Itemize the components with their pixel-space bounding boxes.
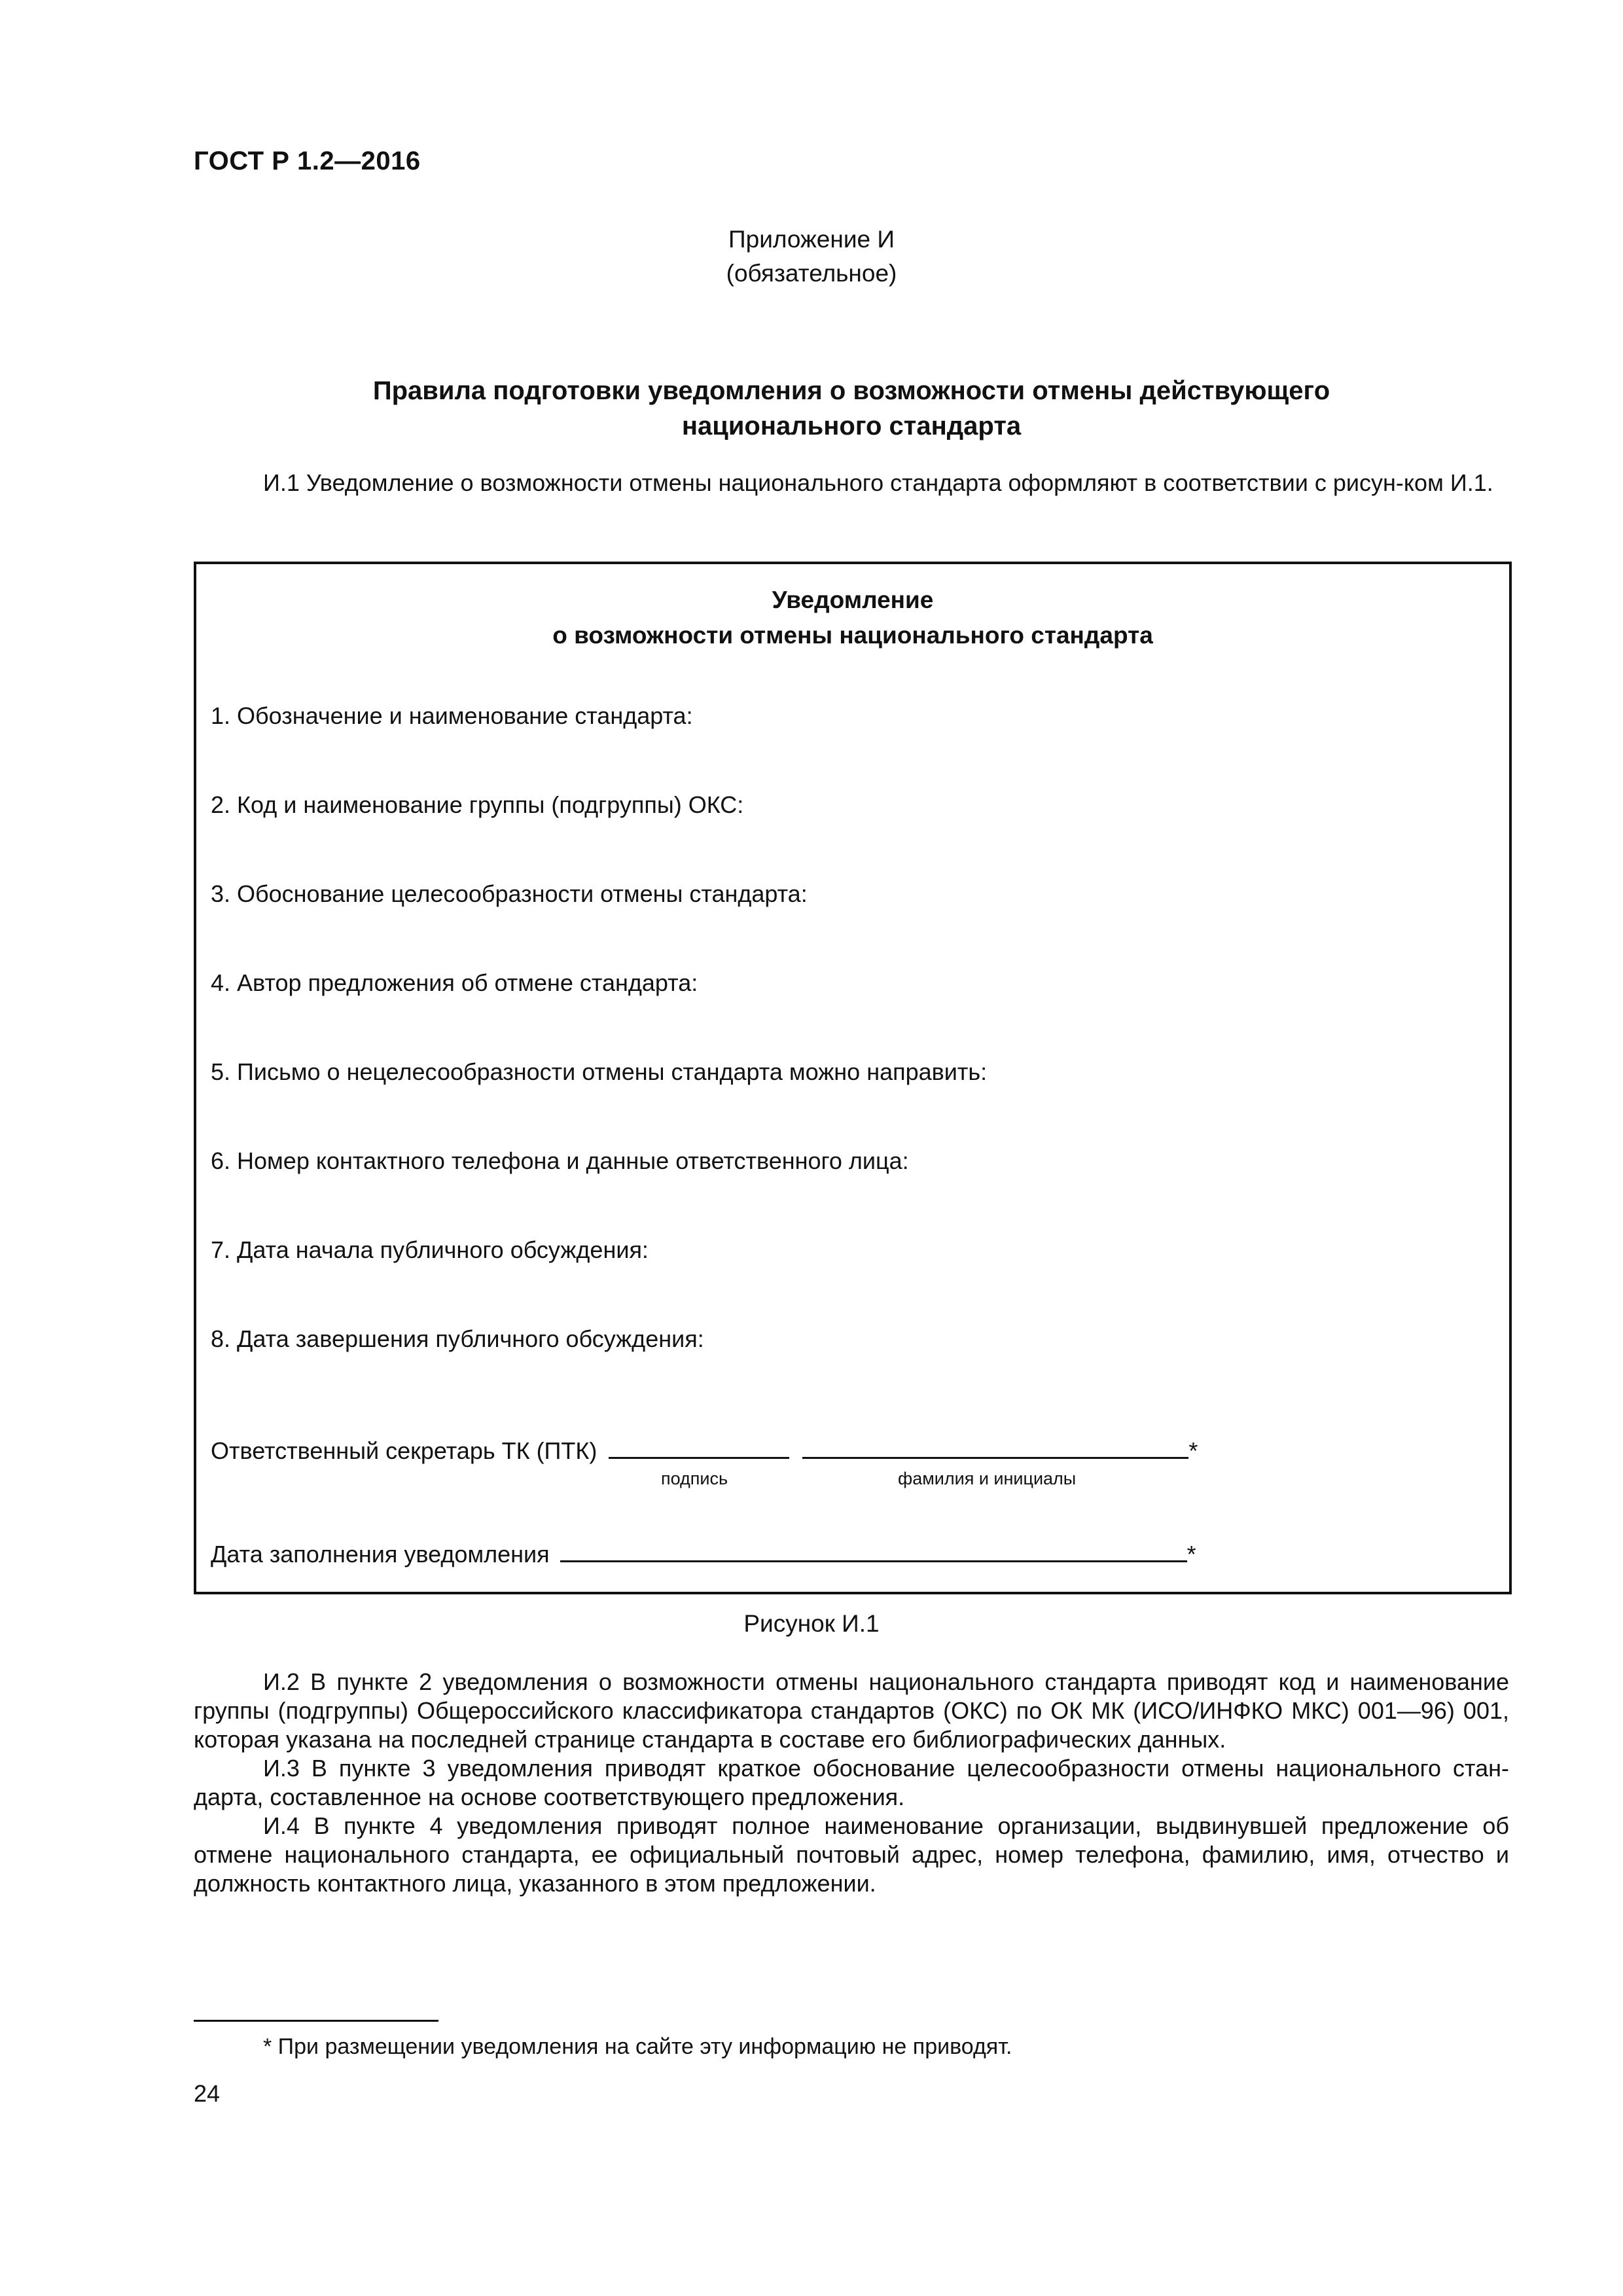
date-asterisk: * <box>1186 1541 1196 1568</box>
page-number: 24 <box>194 2080 221 2107</box>
paragraph-2-text: И.2 В пункте 2 уведомления о возможности отмены национального стандарта приводят код и наименование группы (подгруппы) Общероссийского классификатора стандартов (ОКС) по ОК МК (ИСО/ИНФКО МКС) 001—96) 001, которая указана на последней странице стандарта в составе его библиографических данных. <box>194 1668 1509 1753</box>
form-field-2: 2. Код и наименование группы (подгруппы) ОКС: <box>211 791 744 818</box>
document-code: ГОСТ Р 1.2—2016 <box>194 147 421 175</box>
name-caption: фамилия и инициалы <box>898 1469 1077 1488</box>
paragraph-4 <box>194 1812 1509 1898</box>
signature-caption: подпись <box>661 1469 728 1488</box>
form-title-line2: о возможности отмены национального стандарта <box>552 622 1153 649</box>
secretary-asterisk: * <box>1188 1437 1198 1464</box>
form-field-8: 8. Дата завершения публичного обсуждения: <box>211 1325 704 1352</box>
paragraph-2 <box>194 1668 1509 1754</box>
secretary-signature-row <box>211 1435 1198 1465</box>
form-field-1: 1. Обозначение и наименование стандарта: <box>211 702 693 729</box>
form-field-6: 6. Номер контактного телефона и данные ответственного лица: <box>211 1147 909 1174</box>
figure-caption: Рисунок И.1 <box>743 1610 880 1637</box>
form-title <box>196 583 1509 653</box>
paragraph-3-text: И.3 В пункте 3 уведомления приводят краткое обоснование целесообразности отмены национального стан-дарта, составленное на основе соответствующего предложения. <box>194 1755 1509 1810</box>
fill-date-label: Дата заполнения уведомления <box>211 1541 550 1568</box>
paragraph-1-text: И.1 Уведомление о возможности отмены национального стандарта оформляют в соответствии с рисун-ком И.1. <box>263 469 1493 496</box>
form-field-4: 4. Автор предложения об отмене стандарта: <box>211 969 698 996</box>
notice-form-figure <box>194 562 1512 1594</box>
section-title <box>194 373 1509 444</box>
paragraph-3 <box>194 1754 1509 1812</box>
fill-date-row <box>211 1538 1196 1569</box>
paragraph-4-text: И.4 В пункте 4 уведомления приводят полное наименование организации, выдвинувшей предложение об отмене национального стандарта, ее официальный почтовый адрес, номер телефона, фамилию, имя, отчество и должность контактного лица, указанного в этом предложении. <box>194 1812 1509 1897</box>
form-field-3: 3. Обоснование целесообразности отмены стандарта: <box>211 880 808 907</box>
form-field-7: 7. Дата начала публичного обсуждения: <box>211 1236 649 1263</box>
footnote <box>194 2034 1012 2060</box>
paragraph-1 <box>194 469 1509 497</box>
secretary-label: Ответственный секретарь ТК (ПТК) <box>211 1437 597 1464</box>
appendix-heading <box>0 223 1623 291</box>
section-title-line1: Правила подготовки уведомления о возможности отмены действующего <box>372 376 1330 405</box>
footnote-text: * При размещении уведомления на сайте эту информацию не приводят. <box>263 2034 1012 2059</box>
appendix-title: Приложение И <box>728 226 895 253</box>
form-title-line1: Уведомление <box>772 586 934 613</box>
signature-line <box>609 1435 789 1459</box>
section-title-line2: национального стандарта <box>681 412 1022 440</box>
form-field-5: 5. Письмо о нецелесообразности отмены стандарта можно направить: <box>211 1058 988 1085</box>
footnote-divider <box>194 2020 438 2022</box>
name-line <box>802 1435 1188 1459</box>
appendix-status: (обязательное) <box>726 260 897 287</box>
fill-date-line <box>560 1538 1187 1562</box>
